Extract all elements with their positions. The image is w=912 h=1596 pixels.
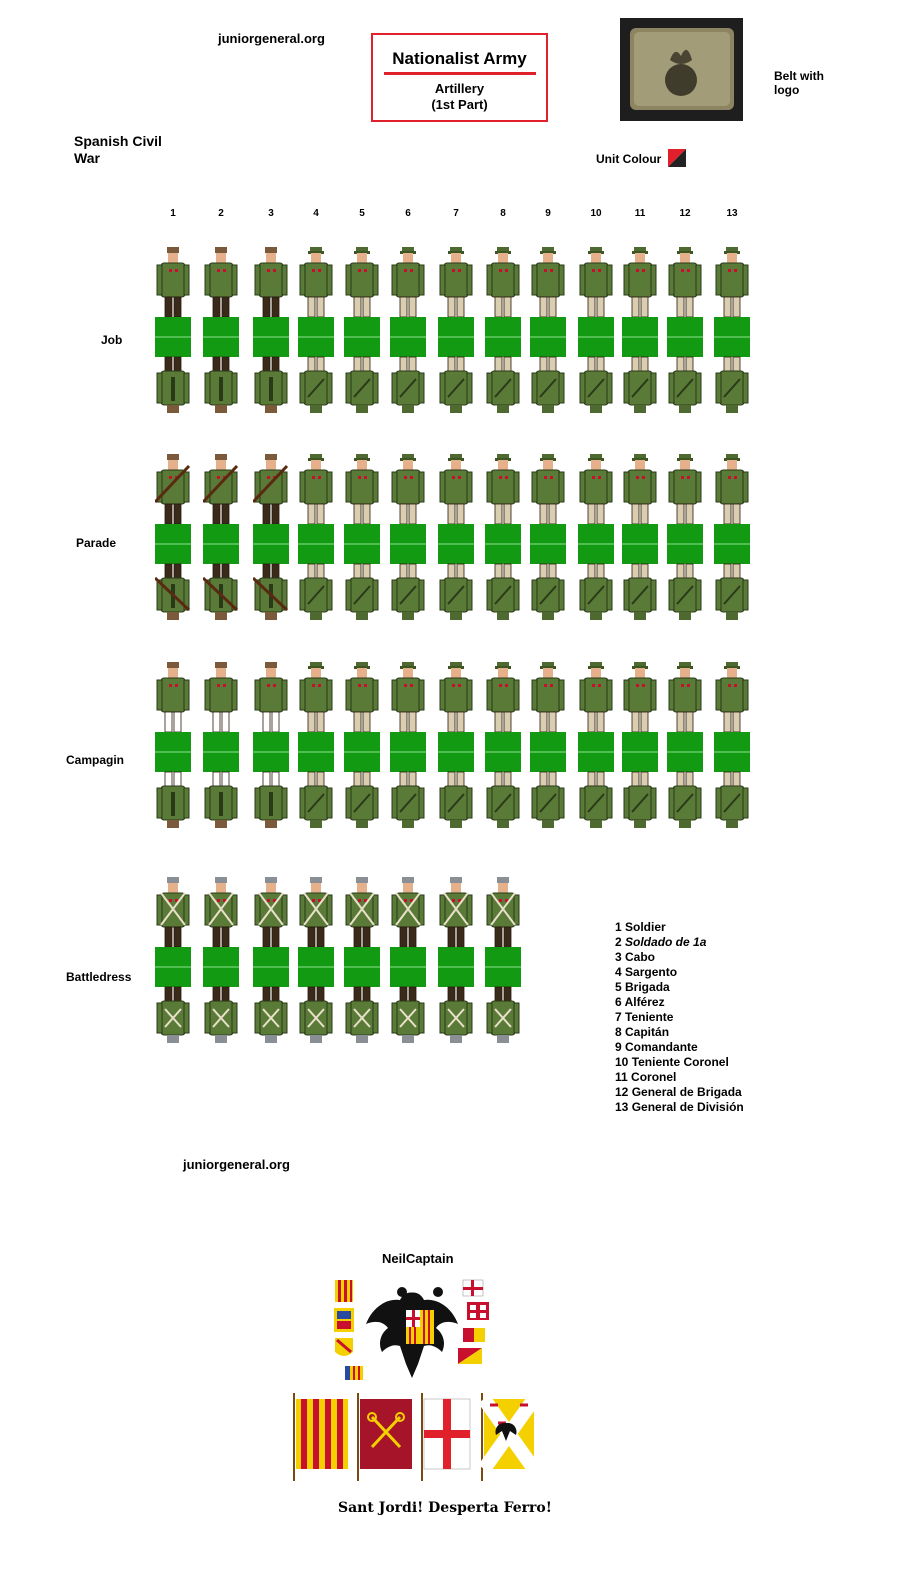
title-subtitle-1: Artillery (434, 81, 485, 96)
figure-job-10 (578, 245, 614, 415)
legend-item (615, 935, 744, 950)
figure-parade-6 (390, 452, 426, 622)
figure-parade-12 (667, 452, 703, 622)
figure-campagin-4 (298, 660, 334, 830)
figure-parade-1 (155, 452, 191, 622)
row-label-parade: Parade (76, 536, 117, 550)
figure-battledress-6 (390, 875, 426, 1045)
row-label-job: Job (101, 333, 123, 347)
figure-campagin-11 (622, 660, 658, 830)
unit-colour-swatch (668, 149, 686, 167)
legend-rank: Brigada (625, 980, 670, 994)
author-name: NeilCaptain (382, 1251, 454, 1266)
figure-campagin-12 (667, 660, 703, 830)
legend-number: 11 (615, 1070, 632, 1084)
title-underline (384, 72, 536, 75)
legend-item (615, 920, 744, 935)
legend-rank: Capitán (625, 1025, 670, 1039)
figure-battledress-4 (298, 875, 334, 1045)
legend-item (615, 950, 744, 965)
column-number-10: 10 (590, 208, 602, 219)
legend-item (615, 1100, 744, 1115)
title-box (371, 33, 548, 122)
column-number-5: 5 (359, 208, 365, 219)
belt-buckle-photo (620, 18, 743, 121)
legend-number: 3 (615, 950, 626, 964)
shield-aragon-1 (335, 1280, 353, 1302)
belt-caption: Belt with logo (774, 69, 824, 97)
shield-sicily (458, 1348, 482, 1364)
legend-number: 4 (615, 965, 626, 979)
figure-campagin-13 (714, 660, 750, 830)
legend-number: 5 (615, 980, 626, 994)
legend-rank: Comandante (625, 1040, 698, 1054)
figure-job-12 (667, 245, 703, 415)
page-title: Nationalist Army (392, 49, 527, 68)
figure-job-4 (298, 245, 334, 415)
figure-job-13 (714, 245, 750, 415)
figure-campagin-7 (438, 660, 474, 830)
figure-battledress-5 (344, 875, 380, 1045)
figure-job-7 (438, 245, 474, 415)
figure-job-3 (253, 245, 289, 415)
legend-item (615, 995, 744, 1010)
legend-item (615, 965, 744, 980)
figure-parade-2 (203, 452, 239, 622)
column-number-2: 2 (218, 208, 224, 219)
figure-campagin-1 (155, 660, 191, 830)
shield-3 (335, 1338, 353, 1356)
legend-number: 1 (615, 920, 626, 934)
figure-battledress-7 (438, 875, 474, 1045)
legend-number: 13 (615, 1100, 632, 1114)
flag-senyera (294, 1393, 348, 1481)
figure-job-2 (203, 245, 239, 415)
site-name-top: juniorgeneral.org (218, 31, 325, 46)
legend-number: 8 (615, 1025, 626, 1039)
flag-st-george (422, 1393, 470, 1481)
title-subtitle-2: (1st Part) (431, 97, 488, 112)
shield-4 (467, 1302, 489, 1320)
column-number-1: 1 (170, 208, 176, 219)
column-number-9: 9 (545, 208, 551, 219)
column-number-3: 3 (268, 208, 274, 219)
legend-rank: General de División (631, 1100, 744, 1114)
figure-job-6 (390, 245, 426, 415)
shield-sardinia (463, 1280, 483, 1296)
figure-parade-10 (578, 452, 614, 622)
unit-colour-label: Unit Colour (596, 152, 662, 166)
figure-parade-7 (438, 452, 474, 622)
column-number-7: 7 (453, 208, 459, 219)
figure-job-9 (530, 245, 566, 415)
legend-rank: Teniente Coronel (631, 1055, 729, 1069)
war-label: Spanish Civil War (74, 133, 162, 166)
figure-campagin-6 (390, 660, 426, 830)
legend-item (615, 1085, 744, 1100)
legend-rank: Soldier (625, 920, 666, 934)
double-headed-eagle-icon (366, 1287, 458, 1378)
figure-campagin-5 (344, 660, 380, 830)
legend-rank: Sargento (625, 965, 678, 979)
figure-parade-9 (530, 452, 566, 622)
figure-campagin-8 (485, 660, 521, 830)
shield-2 (334, 1308, 354, 1332)
figure-campagin-2 (203, 660, 239, 830)
figure-battledress-8 (485, 875, 521, 1045)
legend-number: 10 (615, 1055, 632, 1069)
shield-5 (463, 1328, 485, 1342)
figure-campagin-9 (530, 660, 566, 830)
flags-row (292, 1393, 552, 1483)
flag-saltire-eagles (482, 1393, 534, 1481)
column-number-13: 13 (726, 208, 738, 219)
legend-item (615, 1055, 744, 1070)
legend-number: 12 (615, 1085, 632, 1099)
legend-number: 9 (615, 1040, 626, 1054)
heraldry-emblem (330, 1278, 510, 1393)
site-name-bottom: juniorgeneral.org (183, 1157, 290, 1172)
figure-parade-13 (714, 452, 750, 622)
figure-parade-5 (344, 452, 380, 622)
figure-job-5 (344, 245, 380, 415)
legend-rank: Coronel (631, 1070, 677, 1084)
column-number-12: 12 (679, 208, 691, 219)
figure-job-11 (622, 245, 658, 415)
figure-parade-4 (298, 452, 334, 622)
figure-parade-3 (253, 452, 289, 622)
legend-rank: Alférez (624, 995, 665, 1009)
shield-valencia (345, 1366, 363, 1380)
legend-item (615, 1040, 744, 1055)
figure-job-8 (485, 245, 521, 415)
figure-battledress-1 (155, 875, 191, 1045)
row-label-battledress: Battledress (66, 970, 132, 984)
legend-item (615, 1010, 744, 1025)
column-number-6: 6 (405, 208, 411, 219)
legend-item (615, 1025, 744, 1040)
figure-campagin-10 (578, 660, 614, 830)
legend-number: 2 (615, 935, 626, 949)
column-number-4: 4 (313, 208, 319, 219)
row-label-campagin: Campagin (66, 753, 125, 767)
figure-parade-8 (485, 452, 521, 622)
figure-parade-11 (622, 452, 658, 622)
figure-battledress-3 (253, 875, 289, 1045)
legend-rank: Teniente (625, 1010, 674, 1024)
rank-legend (615, 920, 744, 1115)
flag-papal-keys (358, 1393, 412, 1481)
legend-item (615, 1070, 744, 1085)
legend-number: 6 (615, 995, 625, 1009)
figure-job-1 (155, 245, 191, 415)
figure-battledress-2 (203, 875, 239, 1045)
legend-rank: General de Brigada (631, 1085, 742, 1099)
figure-campagin-3 (253, 660, 289, 830)
legend-number: 7 (615, 1010, 626, 1024)
legend-item (615, 980, 744, 995)
legend-rank: Soldado de 1a (625, 935, 707, 949)
column-number-8: 8 (500, 208, 506, 219)
motto: Sant Jordi! Desperta Ferro! (338, 1500, 552, 1516)
legend-rank: Cabo (625, 950, 656, 964)
column-number-11: 11 (634, 208, 646, 219)
